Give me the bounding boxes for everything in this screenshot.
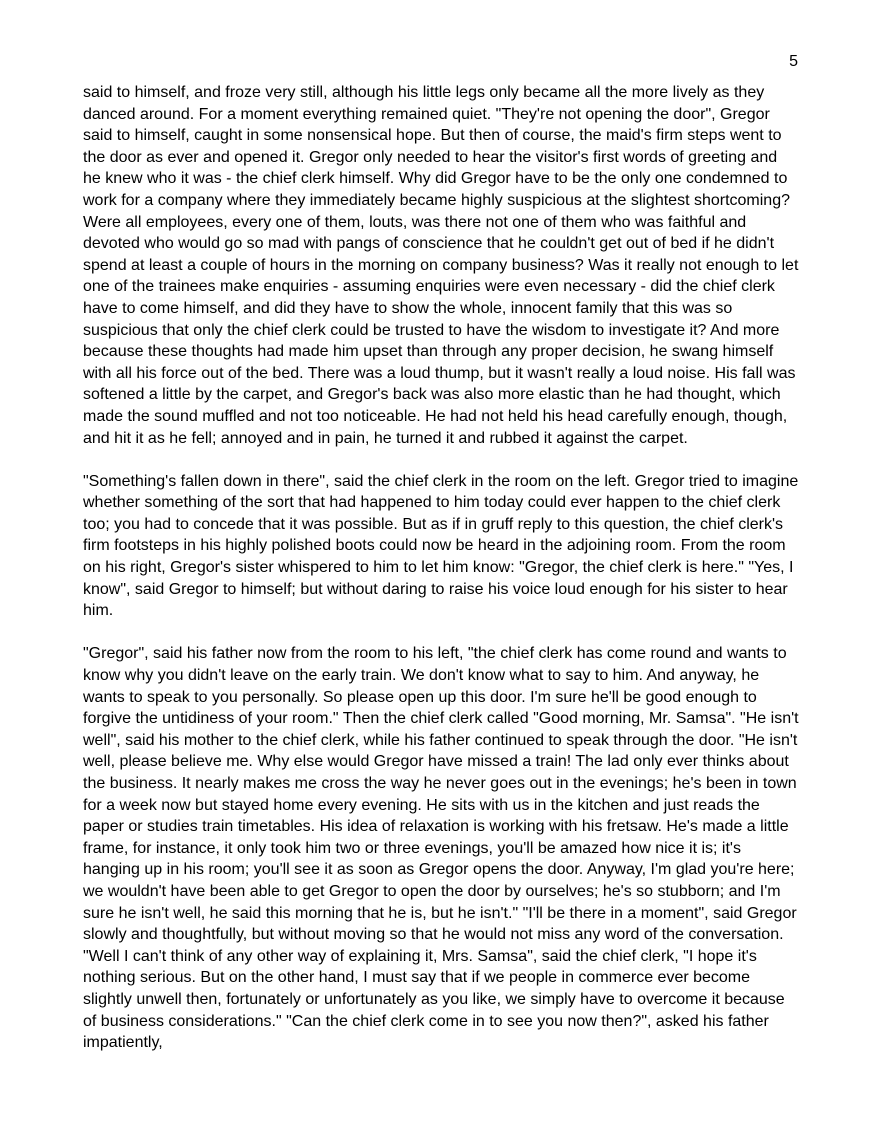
body-text (83, 82, 799, 1075)
page-number: 5 (789, 53, 798, 70)
paragraph-1: said to himself, and froze very still, although his little legs only became all the more lively as they danced around. For a moment everything remained quiet. "They're not opening the door", Gregor said to himself, caught in some nonsensical hope. But then of course, the maid's firm steps went to the door as ever and opened it. Gregor only needed to hear the visitor's first words of greeting and he knew who it was - the chief clerk himself. Why did Gregor have to be the only one condemned to work for a company where they immediately became highly suspicious at the slightest shortcoming? Were all employees, every one of them, louts, was there not one of them who was faithful and devoted who would go so mad with pangs of conscience that he couldn't get out of bed if he didn't spend at least a couple of hours in the morning on company business? Was it really not enough to let one of the trainees make enquiries - assuming enquiries were even necessary - did the chief clerk have to come himself, and did they have to show the whole, innocent family that this was so suspicious that only the chief clerk could be trusted to have the wisdom to investigate it? And more because these thoughts had made him upset than through any proper decision, he swang himself with all his force out of the bed. There was a loud thump, but it wasn't really a loud noise. His fall was softened a little by the carpet, and Gregor's back was also more elastic than he had thought, which made the sound muffled and not too noticeable. He had not held his head carefully enough, though, and hit it as he fell; annoyed and in pain, he turned it and rubbed it against the carpet. (83, 84, 799, 447)
paragraph-3: "Gregor", said his father now from the room to his left, "the chief clerk has come round and wants to know why you didn't leave on the early train. We don't know what to say to him. And anyway, he wants to speak to you personally. So please open up this door. I'm sure he'll be good enough to forgive the untidiness of your room." Then the chief clerk called "Good morning, Mr. Samsa". "He isn't well", said his mother to the chief clerk, while his father continued to speak through the door. "He isn't well, please believe me. Why else would Gregor have missed a train! The lad only ever thinks about the business. It nearly makes me cross the way he never goes out in the evenings; he's been in town for a week now but stayed home every evening. He sits with us in the kitchen and just reads the paper or studies train timetables. His idea of relaxation is working with his fretsaw. He's made a little frame, for instance, it only took him two or three evenings, you'll be amazed how nice it is; it's hanging up in his room; you'll see it as soon as Gregor opens the door. Anyway, I'm glad you're here; we wouldn't have been able to get Gregor to open the door by ourselves; he's so stubborn; and I'm sure he isn't well, he said this morning that he is, but he isn't." "I'll be there in a moment", said Gregor slowly and thoughtfully, but without moving so that he would not miss any word of the conversation. "Well I can't think of any other way of explaining it, Mrs. Samsa", said the chief clerk, "I hope it's nothing serious. But on the other hand, I must say that if we people in commerce ever become slightly unwell then, fortunately or unfortunately as you like, we simply have to overcome it because of business considerations." "Can the chief clerk come in to see you now then?", asked his father impatiently, (83, 645, 799, 1052)
paragraph-2: "Something's fallen down in there", said the chief clerk in the room on the left. Gregor tried to imagine whether something of the sort that had happened to him today could ever happen to the chief clerk too; you had to concede that it was possible. But as if in gruff reply to this question, the chief clerk's firm footsteps in his highly polished boots could now be heard in the adjoining room. From the room on his right, Gregor's sister whispered to him to let him know: "Gregor, the chief clerk is here." "Yes, I know", said Gregor to himself; but without daring to raise his voice loud enough for his sister to hear him. (83, 472, 799, 620)
